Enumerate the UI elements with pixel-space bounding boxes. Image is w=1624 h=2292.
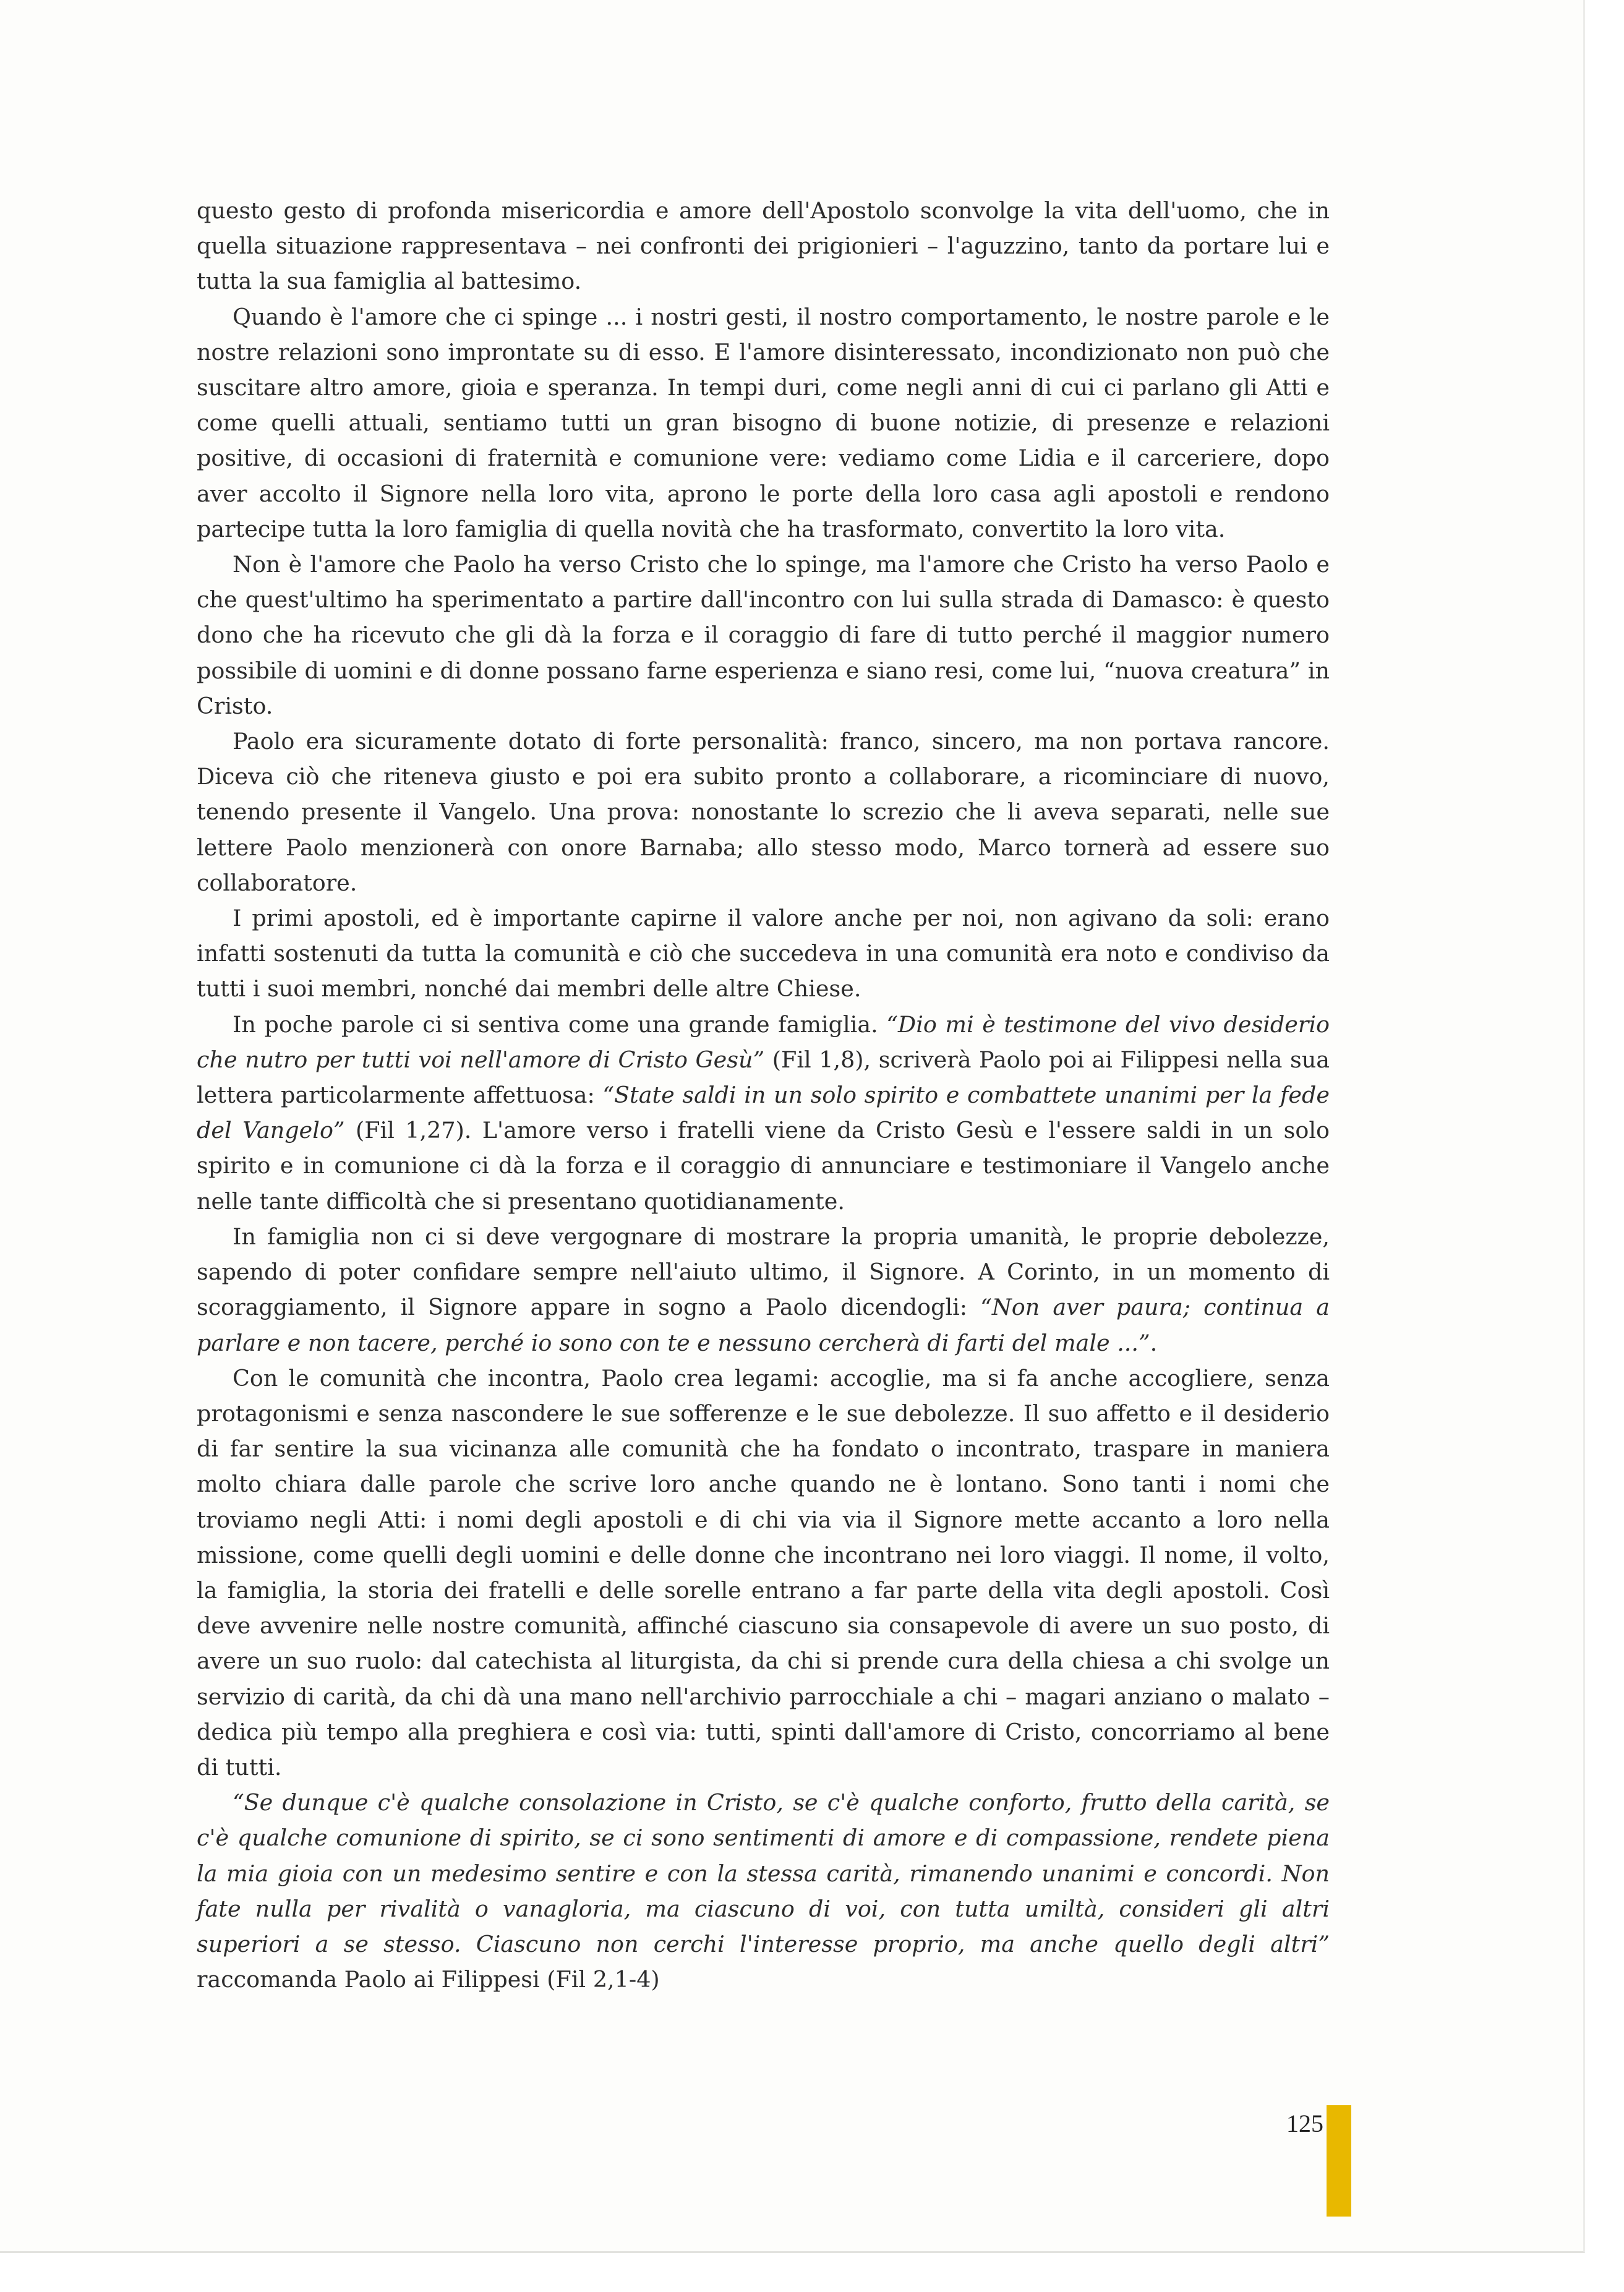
paragraph-7-quote-1: “Non aver paura; continua a parlare e non tacere, perché io sono con te e nessuno cercherà di farti del male ...” [197, 1294, 1330, 1356]
paragraph-7 [197, 1219, 1330, 1361]
paragraph-9-text-1: raccomanda Paolo ai Filippesi (Fil 2,1-4) [197, 1966, 660, 1993]
paragraph-9-quote-1: “Se dunque c'è qualche consolazione in Cristo, se c'è qualche conforto, frutto della carità, se c'è qualche comunione di spirito, se ci sono sentimenti di amore e di compassione, rendete piena la mia gioia con un medesimo sentire e con la stessa carità, rimanendo unanimi e concordi. Non fate nulla per rivalità o vanagloria, ma ciascuno di voi, con tutta umiltà, consideri gli altri superiori a se stesso. Ciascuno non cerchi l'interesse proprio, ma anche quello degli altri” [197, 1789, 1330, 1957]
paragraph-4: Paolo era sicuramente dotato di forte personalità: franco, sincero, ma non portava rancore. Diceva ciò che riteneva giusto e poi era subito pronto a collaborare, a ricominciare di nuovo, tenendo presente il Vangelo. Una prova: nonostante lo screzio che li aveva separati, nelle sue lettere Paolo menzionerà con onore Barnaba; allo stesso modo, Marco tornerà ad essere suo collaboratore. [197, 728, 1330, 896]
paragraph-3: Non è l'amore che Paolo ha verso Cristo che lo spinge, ma l'amore che Cristo ha verso Paolo e che quest'ultimo ha sperimentato a partire dall'incontro con lui sulla strada di Damasco: è questo dono che ha ricevuto che gli dà la forza e il coraggio di fare di tutto perché il maggior numero possibile di uomini e di donne possano farne esperienza e siano resi, come lui, “nuova creatura” in Cristo. [197, 551, 1330, 719]
paragraph-7-text-1: In famiglia non ci si deve vergognare di mostrare la propria umanità, le proprie debolezze, sapendo di poter confidare sempre nell'aiuto ultimo, il Signore. A Corinto, in un momento di scoraggiamento, il Signore appare in sogno a Paolo dicendogli: [197, 1223, 1330, 1321]
paragraph-6-text-3: (Fil 1,27). L'amore verso i fratelli viene da Cristo Gesù e l'essere saldi in un solo spirito e in comunione ci dà la forza e il coraggio di annunciare e testimoniare il Vangelo anche nelle tante difficoltà che si presentano quotidianamente. [197, 1117, 1330, 1215]
paragraph-1: questo gesto di profonda misericordia e amore dell'Apostolo sconvolge la vita dell'uomo, che in quella situazione rappresentava – nei confronti dei prigionieri – l'aguzzino, tanto da portare lui e tutta la sua famiglia al battesimo. [197, 197, 1330, 295]
paragraph-9 [197, 1785, 1330, 1997]
page-accent-bar [1327, 2105, 1351, 2217]
paragraph-7-text-2: . [1150, 1329, 1158, 1356]
paragraph-6-quote-2: “State saldi in un solo spirito e combattete unanimi per la fede del Vangelo” [197, 1082, 1330, 1144]
paragraph-8: Con le comunità che incontra, Paolo crea legami: accoglie, ma si fa anche accogliere, senza protagonismi e senza nascondere le sue sofferenze e le sue debolezze. Il suo affetto e il desiderio di far sentire la sua vicinanza alle comunità che ha fondato o incontrato, traspare in maniera molto chiara dalle parole che scrive loro anche quando ne è lontano. Sono tanti i nomi che troviamo negli Atti: i nomi degli apostoli e di chi via via il Signore mette accanto a loro nella missione, come quelli degli uomini e delle donne che incontrano nei loro viaggi. Il nome, il volto, la famiglia, la storia dei fratelli e delle sorelle entrano a far parte della vita degli apostoli. Così deve avvenire nelle nostre comunità, affinché ciascuno sia consapevole di avere un suo posto, di avere un suo ruolo: dal catechista al liturgista, da chi si prende cura della chiesa a chi svolge un servizio di carità, da chi dà una mano nell'archivio parrocchiale a chi – magari anziano o malato – dedica più tempo alla preghiera e così via: tutti, spinti dall'amore di Cristo, concorriamo al bene di tutti. [197, 1364, 1330, 1781]
paragraph-6 [197, 1007, 1330, 1219]
article-body [197, 193, 1330, 1997]
paragraph-2: Quando è l'amore che ci spinge ... i nostri gesti, il nostro comportamento, le nostre parole e le nostre relazioni sono improntate su di esso. E l'amore disinteressato, incondizionato non può che suscitare altro amore, gioia e speranza. In tempi duri, come negli anni di cui ci parlano gli Atti e come quelli attuali, sentiamo tutti un gran bisogno di buone notizie, di presenze e relazioni positive, di occasioni di fraternità e comunione vere: vediamo come Lidia e il carceriere, dopo aver accolto il Signore nella loro vita, aprono le porte della loro casa agli apostoli e rendono partecipe tutta la loro famiglia di quella novità che ha trasformato, convertito la loro vita. [197, 303, 1330, 542]
paragraph-6-text-1: In poche parole ci si sentiva come una grande famiglia. [233, 1011, 887, 1038]
paragraph-6-text-2: (Fil 1,8), scriverà Paolo poi ai Filippesi nella sua lettera particolarmente affettuosa: [197, 1046, 1330, 1109]
page-number: 125 [1286, 2110, 1323, 2137]
paragraph-5: I primi apostoli, ed è importante capirne il valore anche per noi, non agivano da soli: erano infatti sostenuti da tutta la comunità e ciò che succedeva in una comunità era noto e condiviso da tutti i suoi membri, nonché dai membri delle altre Chiese. [197, 905, 1330, 1003]
paragraph-6-quote-1: “Dio mi è testimone del vivo desiderio che nutro per tutti voi nell'amore di Cristo Gesù” [197, 1011, 1330, 1073]
